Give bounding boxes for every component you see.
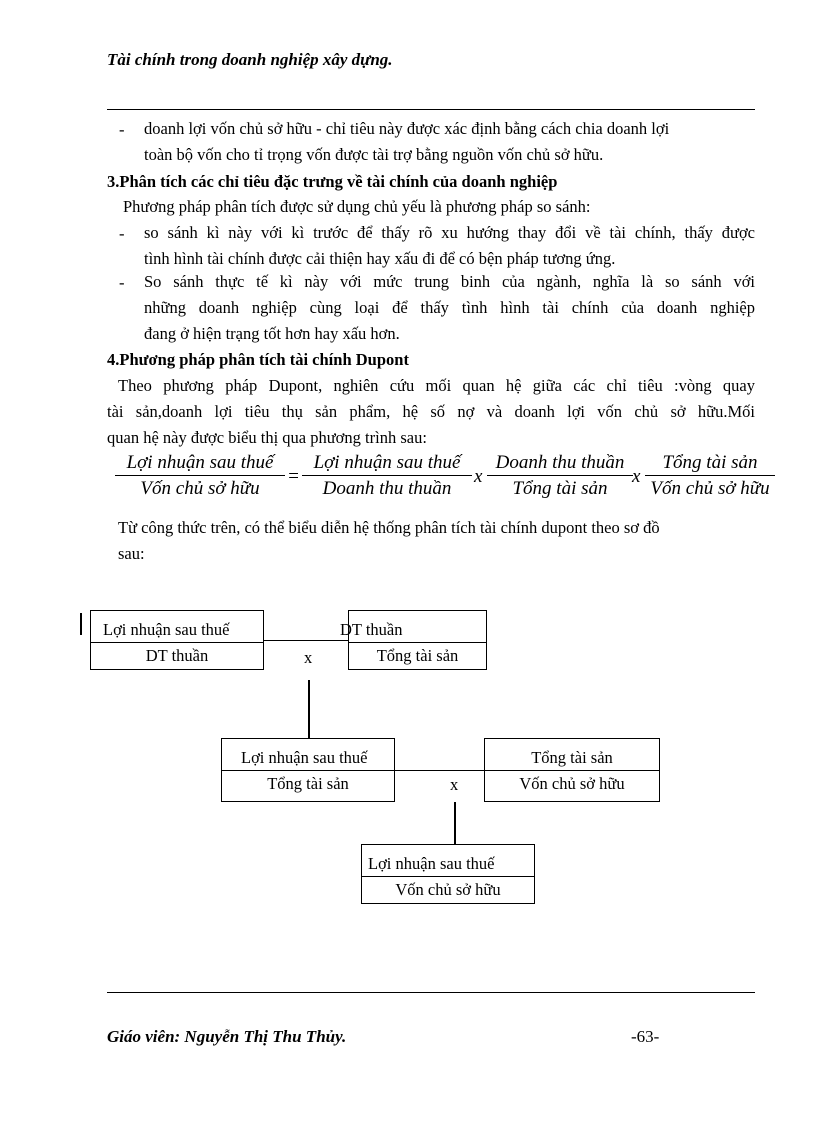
box-top-text: Tổng tài sản [531, 748, 613, 767]
bullet-dash: - [119, 120, 125, 139]
page-number: -63- [631, 1027, 660, 1046]
box-divider [362, 876, 534, 877]
body-text-line: tình hình tài chính được cải thiện hay xấu đi để có bện pháp tương ứng. [144, 249, 616, 268]
connector-line [454, 802, 456, 844]
box-net-profit-margin [90, 610, 264, 670]
box-return-on-equity [361, 844, 535, 904]
header-rule [107, 109, 755, 110]
body-text-line: đang ở hiện trạng tốt hơn hay xấu hơn. [144, 324, 400, 343]
formula-denominator: Vốn chủ sở hữu [650, 478, 770, 499]
connector-line [263, 640, 349, 641]
margin-mark [80, 613, 82, 635]
box-return-on-assets [221, 738, 395, 802]
formula-denominator: Vốn chủ sở hữu [140, 478, 260, 499]
footer-rule [107, 992, 755, 993]
box-bottom-text: Vốn chủ sở hữu [519, 774, 625, 793]
box-top-text: Lợi nhuận sau thuế [103, 620, 230, 639]
formula-numerator: Tổng tài sản [645, 452, 775, 476]
body-text-line: toàn bộ vốn cho tỉ trọng vốn được tài trợ bằng nguồn vốn chủ sở hữu. [144, 145, 604, 164]
page-header-title: Tài chính trong doanh nghiệp xây dựng. [107, 50, 393, 69]
body-text-line: doanh lợi vốn chủ sở hữu - chỉ tiêu này được xác định bằng cách chia doanh lợi [144, 119, 670, 138]
bullet-dash: - [119, 224, 125, 243]
formula-lhs-fraction [115, 452, 285, 500]
section-heading: 4.Phương pháp phân tích tài chính Dupont [107, 350, 409, 369]
box-bottom-text: Tổng tài sản [267, 774, 349, 793]
formula-times: x [632, 466, 641, 487]
formula-numerator: Doanh thu thuần [487, 452, 633, 476]
formula-equals: = [287, 466, 300, 487]
box-top-text: Lợi nhuận sau thuế [368, 854, 495, 873]
box-divider [485, 770, 659, 771]
body-text-line: Theo phương pháp Dupont, nghiên cứu mối quan hệ giữa các chỉ tiêu :vòng quay [118, 376, 755, 395]
footer-teacher: Giáo viên: Nguyễn Thị Thu Thủy. [107, 1027, 347, 1046]
formula-denominator: Tổng tài sản [512, 478, 608, 499]
formula-denominator: Doanh thu thuần [322, 478, 452, 499]
box-top-text: DT thuần [340, 620, 403, 639]
body-text-line: tài sản,doanh lợi tiêu thụ sản phẩm, hệ số nợ và doanh lợi vốn chủ sở hữu.Mối [107, 402, 755, 421]
body-text-line: So sánh thực tế kì này với mức trung binh của ngành, nghĩa là so sánh với [144, 272, 755, 291]
bullet-dash: - [119, 273, 125, 292]
formula-term-2-fraction [487, 452, 633, 500]
body-text-line: Từ công thức trên, có thể biểu diễn hệ thống phân tích tài chính dupont theo sơ đồ [118, 518, 660, 537]
body-text-line: so sánh kì này với kì trước để thấy rõ xu hướng thay đổi về tài chính, thấy được [144, 223, 755, 242]
body-text-line: sau: [118, 544, 145, 563]
box-divider [91, 642, 263, 643]
box-equity-multiplier [484, 738, 660, 802]
box-asset-turnover [340, 610, 487, 670]
box-top-text: Lợi nhuận sau thuế [241, 748, 368, 767]
box-divider [222, 770, 394, 771]
connector-line [393, 770, 485, 771]
formula-numerator: Lợi nhuận sau thuế [115, 452, 285, 476]
box-bottom-text: DT thuần [145, 646, 209, 665]
formula-numerator: Lợi nhuận sau thuế [302, 452, 472, 476]
box-bottom-text: Vốn chủ sở hữu [395, 880, 501, 899]
formula-term-3-fraction [645, 452, 775, 500]
body-text-line: những doanh nghiệp cùng loại để thấy tình hình tài chính của doanh nghiệp [144, 298, 755, 317]
multiply-sign: x [304, 648, 313, 667]
box-divider [349, 642, 486, 643]
formula-times: x [474, 466, 483, 487]
multiply-sign: x [450, 775, 459, 794]
box-bottom-text: Tổng tài sản [376, 646, 459, 665]
body-text-line: quan hệ này được biểu thị qua phương trình sau: [107, 428, 427, 447]
section-heading: 3.Phân tích các chỉ tiêu đặc trưng về tài chính của doanh nghiệp [107, 172, 558, 191]
body-text-line: Phương pháp phân tích được sử dụng chủ yếu là phương pháp so sánh: [123, 197, 591, 216]
formula-term-1-fraction [302, 452, 472, 500]
